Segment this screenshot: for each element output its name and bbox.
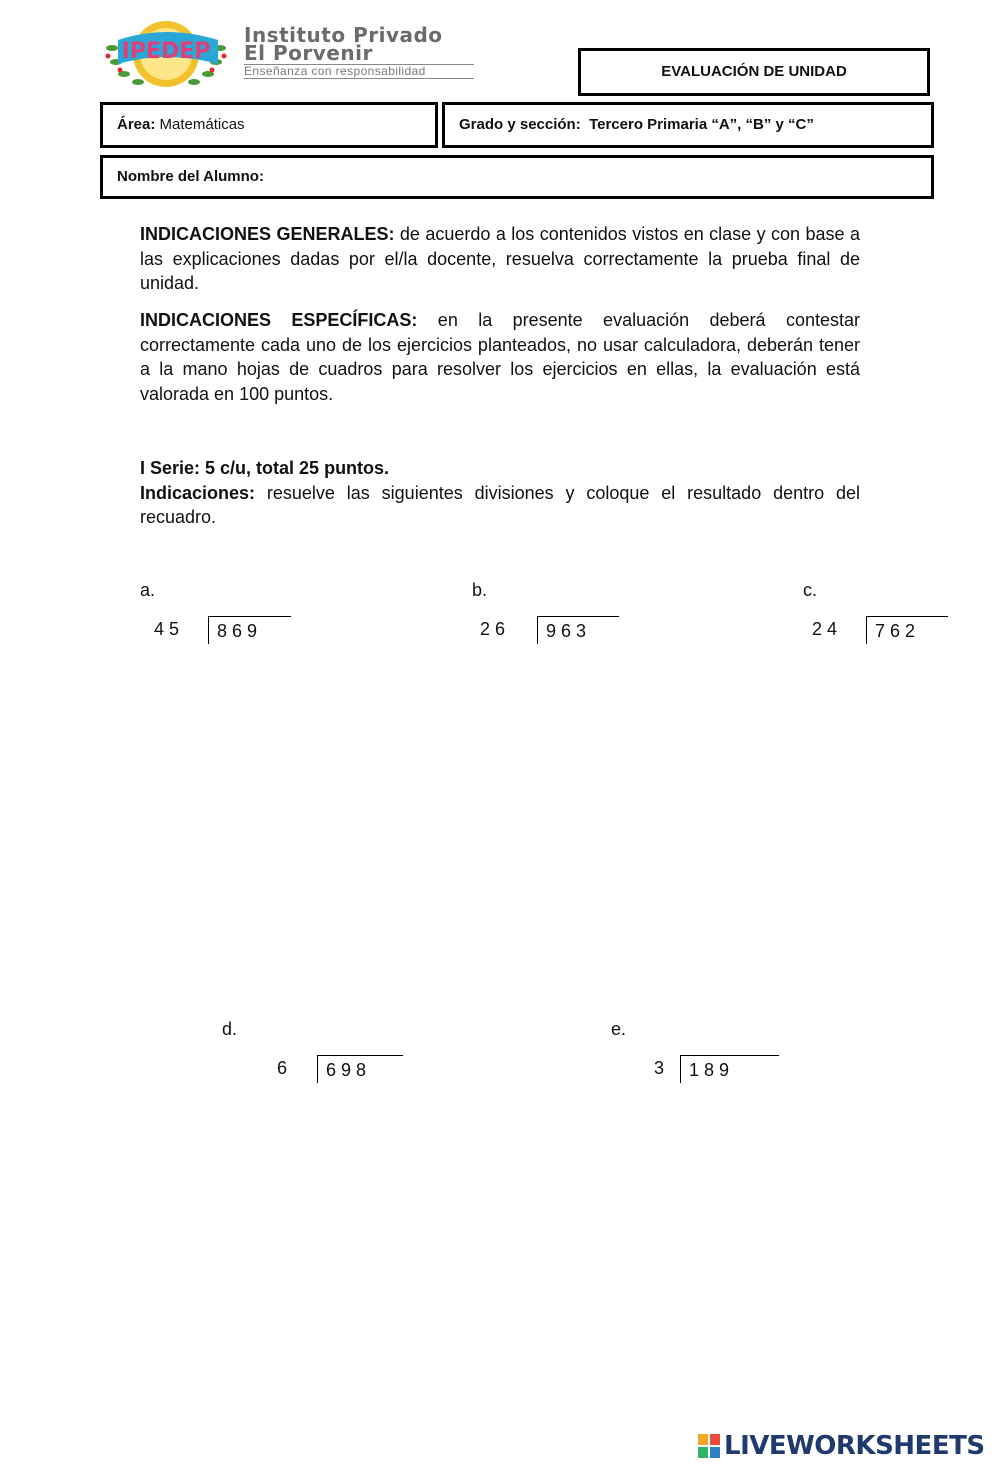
institution-name xyxy=(244,23,443,65)
divisor: 6 xyxy=(277,1058,293,1078)
divisor: 24 xyxy=(812,619,843,639)
general-instructions xyxy=(140,222,860,296)
problem-letter: b. xyxy=(472,580,488,600)
school-emblem-icon xyxy=(100,18,240,90)
grado-label: Grado y sección: xyxy=(459,116,581,133)
problem-letter: a. xyxy=(140,580,156,600)
dividend-answer-area[interactable]: 963 xyxy=(537,616,619,644)
dividend-answer-area[interactable]: 189 xyxy=(680,1055,779,1083)
dividend-answer-area[interactable]: 869 xyxy=(208,616,291,644)
serie-indications-label: Indicaciones: xyxy=(140,482,256,503)
divisor: 45 xyxy=(154,619,185,639)
divisor: 3 xyxy=(654,1058,670,1078)
grado-value: Tercero Primaria “A”, “B” y “C” xyxy=(589,116,814,133)
serie-title: I Serie: 5 c/u, total 25 puntos. xyxy=(140,458,390,478)
problem-letter: e. xyxy=(611,1019,627,1039)
problem-letter: d. xyxy=(222,1019,238,1039)
general-instructions-title: INDICACIONES GENERALES: xyxy=(140,224,395,244)
problem-letter: c. xyxy=(803,580,818,600)
divisor: 26 xyxy=(480,619,511,639)
institution-name-line1: Instituto Privado xyxy=(244,23,443,47)
dividend-answer-area[interactable]: 762 xyxy=(866,616,948,644)
specific-instructions-text: en la presente evaluación deberá contestar correctamente cada uno de los ejercicios planteados, no usar calculadora, deberán tener a la mano hojas de cuadros para resolver los ejercicios en ellas, la evaluación está valorada en 100 puntos. xyxy=(140,310,860,404)
student-name-label: Nombre del Alumno: xyxy=(117,168,264,185)
dividend-answer-area[interactable]: 698 xyxy=(317,1055,403,1083)
student-name-field[interactable] xyxy=(100,155,934,199)
serie-indications-text: resuelve las siguientes divisiones y coloque el resultado dentro del recuadro. xyxy=(140,482,860,527)
serie-section xyxy=(140,456,860,530)
institution-motto: Enseñanza con responsabilidad xyxy=(244,64,474,79)
area-label: Área: xyxy=(117,116,156,133)
area-value: Matemáticas xyxy=(159,116,245,133)
institution-logo xyxy=(100,18,480,90)
liveworksheets-icon xyxy=(698,1434,720,1458)
evaluation-title-box xyxy=(578,48,930,96)
evaluation-title: EVALUACIÓN DE UNIDAD xyxy=(661,63,847,80)
liveworksheets-logo[interactable] xyxy=(698,1432,985,1460)
general-instructions-text: de acuerdo a los contenidos vistos en clase y con base a las explicaciones dadas por el/la docente, resuelva correctamente la prueba final de unidad. xyxy=(140,224,860,293)
liveworksheets-brand: LIVEWORKSHEETS xyxy=(724,1431,985,1461)
area-box xyxy=(100,102,438,148)
specific-instructions xyxy=(140,308,860,406)
institution-name-line2: El Porvenir xyxy=(244,41,373,65)
grado-box xyxy=(442,102,934,148)
logo-text: IPEDEP xyxy=(121,39,211,64)
specific-instructions-title: INDICACIONES ESPECÍFICAS: xyxy=(140,310,418,330)
